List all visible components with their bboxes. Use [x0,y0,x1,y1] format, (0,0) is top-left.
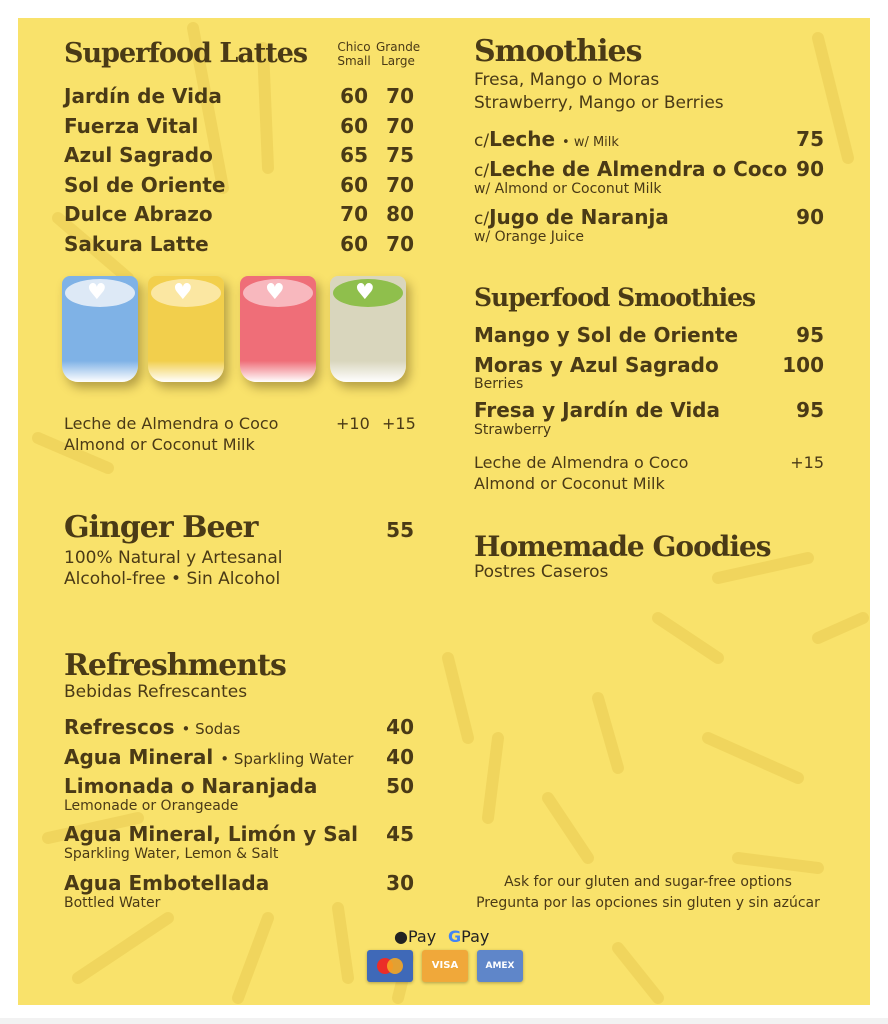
latte-item-large: 80 [386,202,414,226]
latte-item-small: 60 [340,114,368,138]
size-small-en: Small [337,54,371,68]
smoothies-line1: Fresa, Mango o Moras [474,70,660,90]
latte-art-heart-icon: ♥ [355,280,375,305]
ginger-line1: 100% Natural y Artesanal [64,548,283,568]
latte-item-small: 60 [340,232,368,256]
visa-card-icon [422,950,468,982]
latte-item-small: 65 [340,143,368,167]
lattes-title: Superfood Lattes [64,38,308,69]
refresh-item-price: 40 [386,745,414,769]
dietary-note-en: Ask for our gluten and sugar-free options [504,874,792,890]
google-g-icon: G [448,927,462,946]
smoothie-item [474,157,787,181]
super-smoothie-item-price: 100 [782,353,824,377]
super-smoothie-item-name: Mango y Sol de Oriente [474,323,739,347]
amex-label: AMEX [485,961,515,971]
super-smoothies-title: Superfood Smoothies [474,283,756,312]
latte-item-small: 70 [340,202,368,226]
latte-art-heart-icon: ♥ [265,280,285,305]
latte-item-large: 70 [386,84,414,108]
refresh-item-price: 50 [386,774,414,798]
smoothies-title: Smoothies [474,34,642,69]
latte-cup-image [62,276,138,382]
smoothie-item [474,205,669,229]
page-bottom-edge [0,1018,888,1024]
smoothie-item-en: w/ Orange Juice [474,229,584,245]
refresh-item-en: Sparkling Water, Lemon & Salt [64,846,279,862]
mastercard-card-icon [367,950,413,982]
super-smoothie-milk-en: Almond or Coconut Milk [474,474,665,493]
refresh-item-price: 30 [386,871,414,895]
apple-pay-logo [394,927,436,946]
latte-cup-image [330,276,406,382]
smoothie-item-price: 75 [796,127,824,151]
latte-item-name: Jardín de Vida [64,84,222,108]
mastercard-circles-icon [367,950,413,982]
refresh-item-name: Refrescos [64,715,175,739]
amex-card-icon [477,950,523,982]
latte-milk-es: Leche de Almendra o Coco [64,414,279,433]
smoothie-item-name: Leche de Almendra o Coco [489,157,788,181]
refresh-item-en: Lemonade or Orangeade [64,798,239,814]
latte-cup-image [240,276,316,382]
latte-item-small: 60 [340,173,368,197]
refresh-item-inline: • Sparkling Water [220,750,354,768]
google-pay-label: Pay [461,927,490,946]
size-large-header [376,40,420,68]
smoothie-item-en: w/ Almond or Coconut Milk [474,181,662,197]
refresh-item-name: Agua Embotellada [64,871,270,895]
latte-item-large: 70 [386,173,414,197]
smoothie-item-inline: • w/ Milk [562,135,619,150]
ginger-price: 55 [386,518,414,542]
super-smoothie-item-name: Fresa y Jardín de Vida [474,398,720,422]
size-small-header [336,40,372,68]
latte-cup-image [148,276,224,382]
size-small-es: Chico [337,40,371,54]
refresh-item [64,745,353,769]
latte-item-large: 70 [386,114,414,138]
refresh-item-price: 45 [386,822,414,846]
smoothie-prefix: c/ [474,131,490,151]
refresh-item-inline: • Sodas [181,720,241,738]
goodies-subtitle: Postres Caseros [474,562,609,582]
dietary-note-es: Pregunta por las opciones sin gluten y sin azúcar [476,895,820,911]
latte-milk-en: Almond or Coconut Milk [64,435,255,454]
latte-item-name: Dulce Abrazo [64,202,213,226]
apple-icon: ● [394,927,408,946]
latte-item-small: 60 [340,84,368,108]
ginger-title: Ginger Beer [64,510,258,545]
latte-art-heart-icon: ♥ [87,280,107,305]
menu-board [18,18,870,1005]
latte-item-name: Sakura Latte [64,232,209,256]
size-large-es: Grande [376,40,421,54]
latte-milk-small: +10 [336,414,370,433]
google-pay-logo [448,927,489,946]
latte-item-name: Sol de Oriente [64,173,226,197]
refresh-item-en: Bottled Water [64,895,161,911]
refresh-title: Refreshments [64,648,286,683]
super-smoothie-item-en: Berries [474,376,524,392]
size-large-en: Large [381,54,415,68]
refresh-item-name: Agua Mineral [64,745,214,769]
smoothies-line2: Strawberry, Mango or Berries [474,93,724,113]
smoothie-item [474,127,619,151]
latte-item-name: Fuerza Vital [64,114,199,138]
super-smoothie-item-en: Strawberry [474,422,552,438]
smoothie-prefix: c/ [474,209,490,229]
super-smoothie-item-name: Moras y Azul Sagrado [474,353,719,377]
refresh-item [64,715,240,739]
smoothie-item-price: 90 [796,157,824,181]
refresh-item-price: 40 [386,715,414,739]
goodies-title: Homemade Goodies [474,530,771,563]
smoothie-item-price: 90 [796,205,824,229]
smoothie-item-name: Jugo de Naranja [489,205,669,229]
latte-art-heart-icon: ♥ [173,280,193,305]
super-smoothie-milk-es: Leche de Almendra o Coco [474,453,689,472]
refresh-item-name: Limonada o Naranjada [64,774,318,798]
latte-milk-large: +15 [382,414,416,433]
latte-item-large: 70 [386,232,414,256]
super-smoothie-item-price: 95 [796,398,824,422]
visa-label: VISA [431,960,459,971]
smoothie-prefix: c/ [474,161,490,181]
apple-pay-label: Pay [407,927,437,946]
smoothie-item-name: Leche [489,127,556,151]
refresh-item-name: Agua Mineral, Limón y Sal [64,822,358,846]
super-smoothie-item-price: 95 [796,323,824,347]
refresh-subtitle: Bebidas Refrescantes [64,682,248,702]
super-smoothie-milk-price: +15 [790,453,824,472]
latte-item-large: 75 [386,143,414,167]
latte-item-name: Azul Sagrado [64,143,213,167]
ginger-line2: Alcohol-free • Sin Alcohol [64,569,281,589]
